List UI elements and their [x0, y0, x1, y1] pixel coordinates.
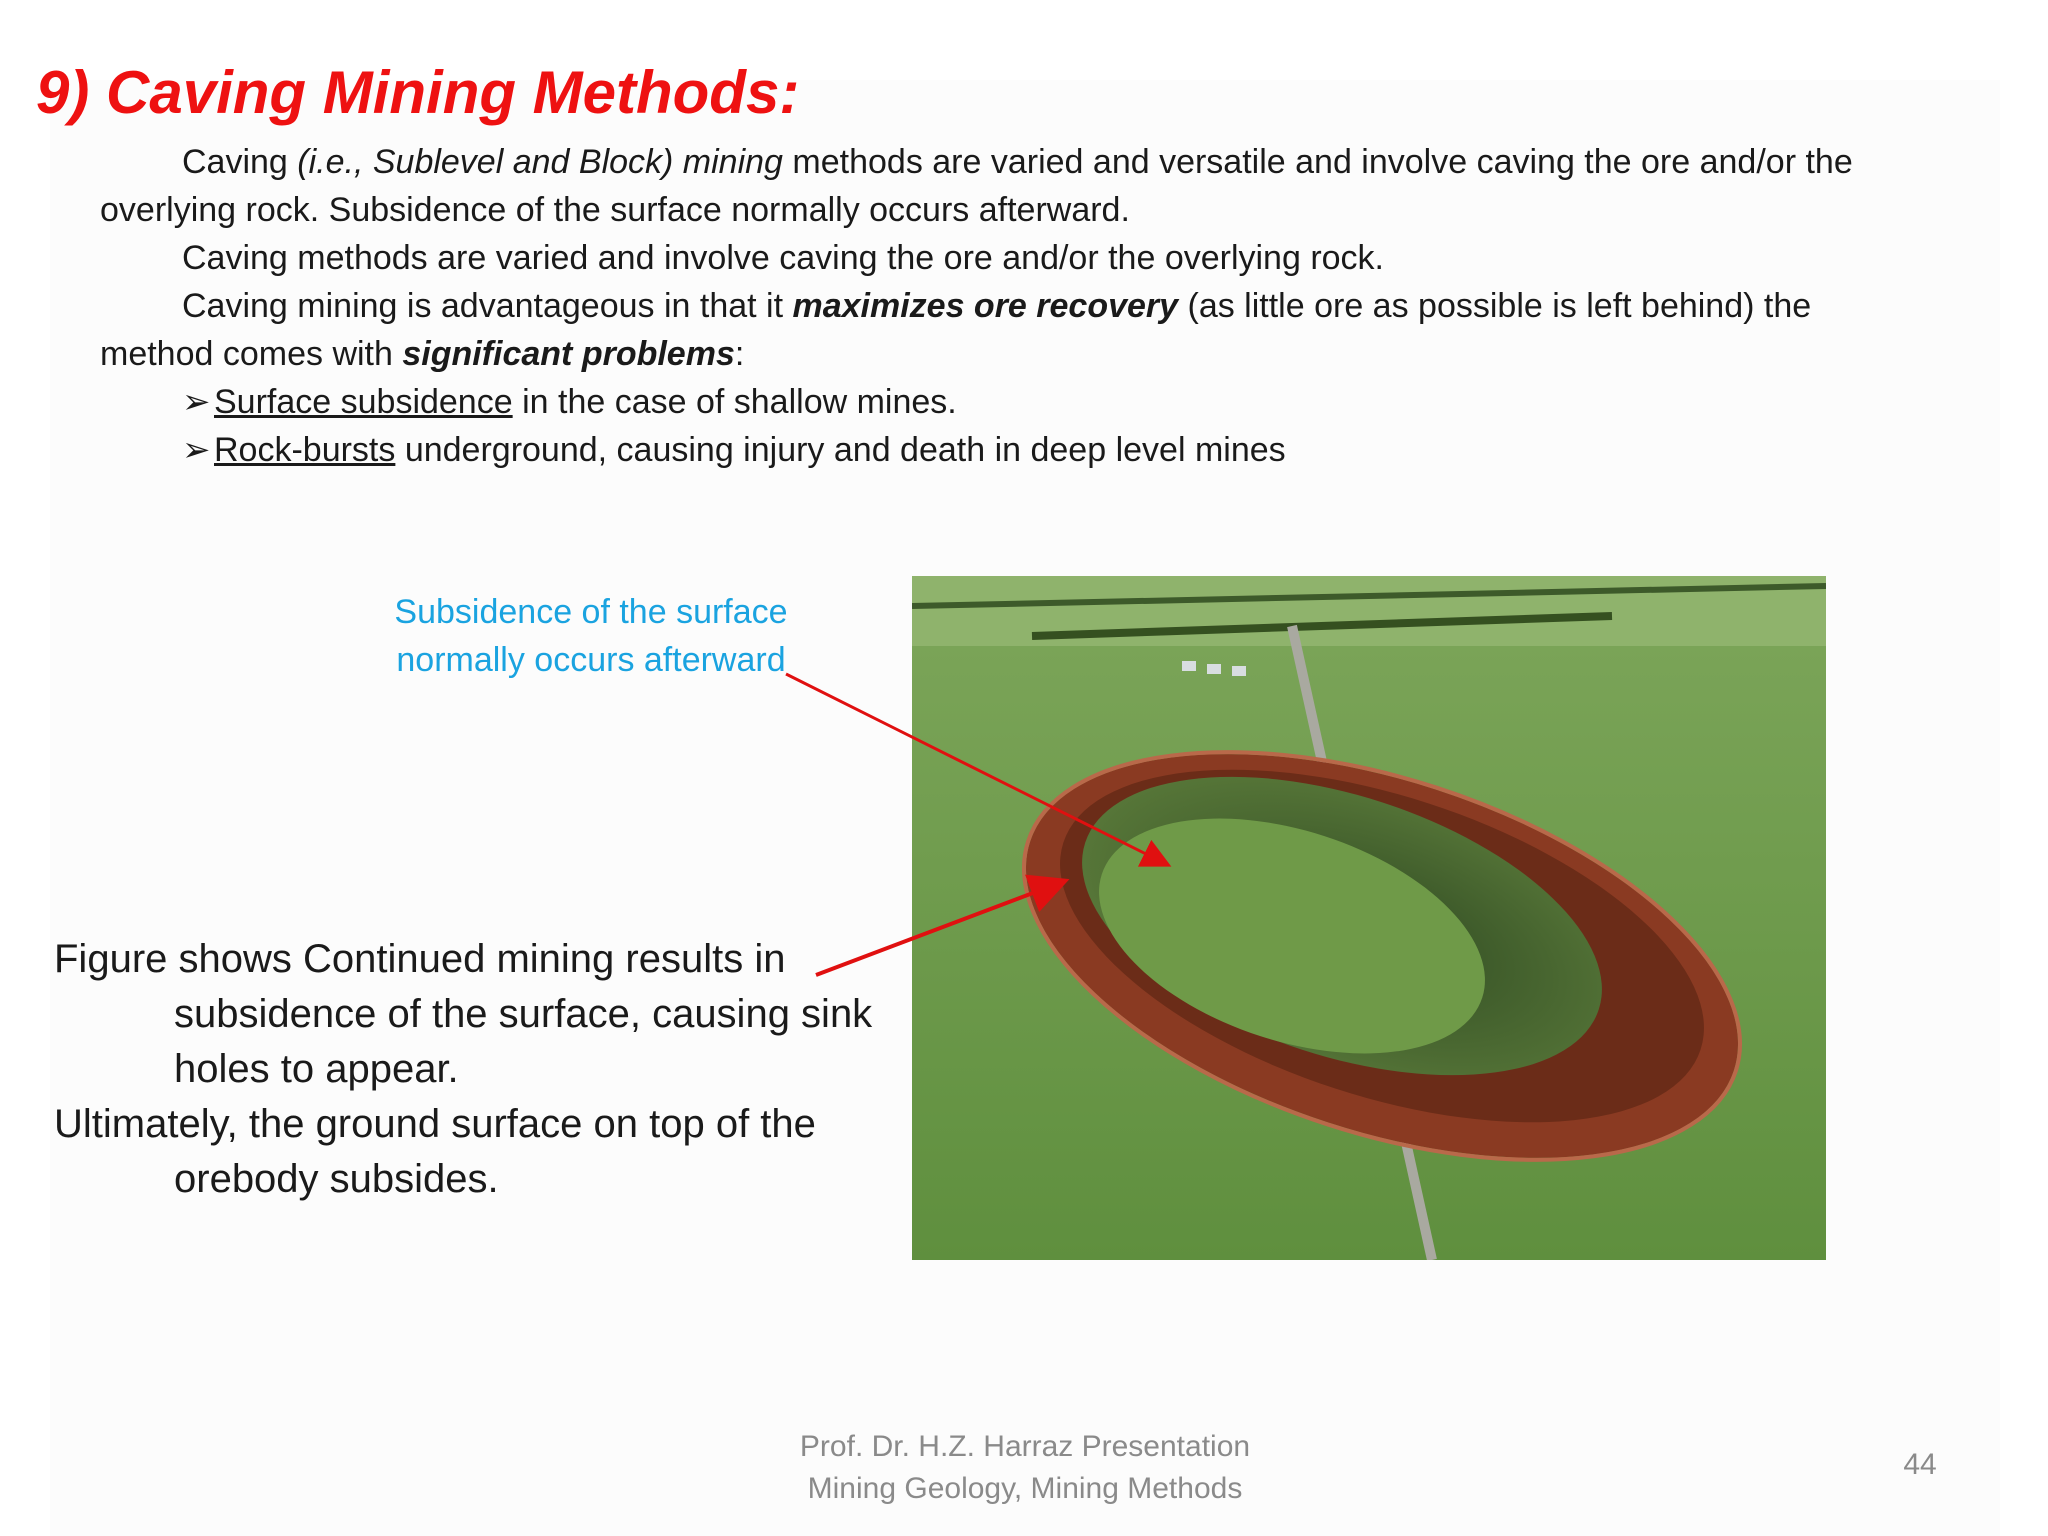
- callout-line-2: normally occurs afterward: [396, 641, 786, 679]
- bullet-arrow-icon: ➢: [182, 431, 211, 469]
- slide-footer: [760, 1426, 1290, 1510]
- body-text: [100, 138, 1920, 474]
- figure-caption: [54, 932, 914, 1207]
- bullet-term: Rock-bursts: [214, 431, 396, 469]
- p3-emphasis-problems: significant problems: [402, 335, 735, 373]
- sinkhole-aerial-photo: [912, 576, 1826, 1260]
- p3-text-c: (as little ore as possible is left behind) the method comes with: [100, 287, 1812, 373]
- bullet-item: [100, 378, 1920, 426]
- page-number: 44: [1903, 1448, 1937, 1481]
- slide-title: 9) Caving Mining Methods:: [36, 59, 800, 126]
- paragraph-3: [100, 282, 1920, 378]
- p3-text-a: Caving mining is advantageous in that it: [182, 287, 793, 325]
- caption-line-1: Figure shows Continued mining results in subsidence of the surface, causing sink holes to appear.: [54, 937, 873, 1091]
- caption-line-2: Ultimately, the ground surface on top of the orebody subsides.: [54, 1102, 816, 1201]
- p1-text-a: Caving: [182, 143, 298, 181]
- footer-line-2: Mining Geology, Mining Methods: [807, 1472, 1243, 1505]
- p1-text-c: methods are varied and versatile and involve caving the ore and/or the overlying rock. Subsidence of the surface normally occurs afterward.: [100, 143, 1853, 229]
- bullet-text: in the case of shallow mines.: [512, 383, 957, 421]
- bullet-term: Surface subsidence: [214, 383, 513, 421]
- subsidence-callout: [376, 588, 806, 684]
- paragraph-2: Caving methods are varied and involve caving the ore and/or the overlying rock.: [182, 239, 1385, 277]
- p3-emphasis-recovery: maximizes ore recovery: [792, 287, 1179, 325]
- bullet-item: [100, 426, 1920, 474]
- p1-text-b: (i.e., Sublevel and Block) mining: [297, 143, 783, 181]
- footer-line-1: Prof. Dr. H.Z. Harraz Presentation: [799, 1430, 1251, 1463]
- callout-line-1: Subsidence of the surface: [394, 593, 788, 631]
- p3-text-e: :: [734, 335, 745, 373]
- bullet-text: underground, causing injury and death in deep level mines: [395, 431, 1286, 469]
- paragraph-1: [100, 138, 1920, 234]
- bullet-arrow-icon: ➢: [182, 383, 211, 421]
